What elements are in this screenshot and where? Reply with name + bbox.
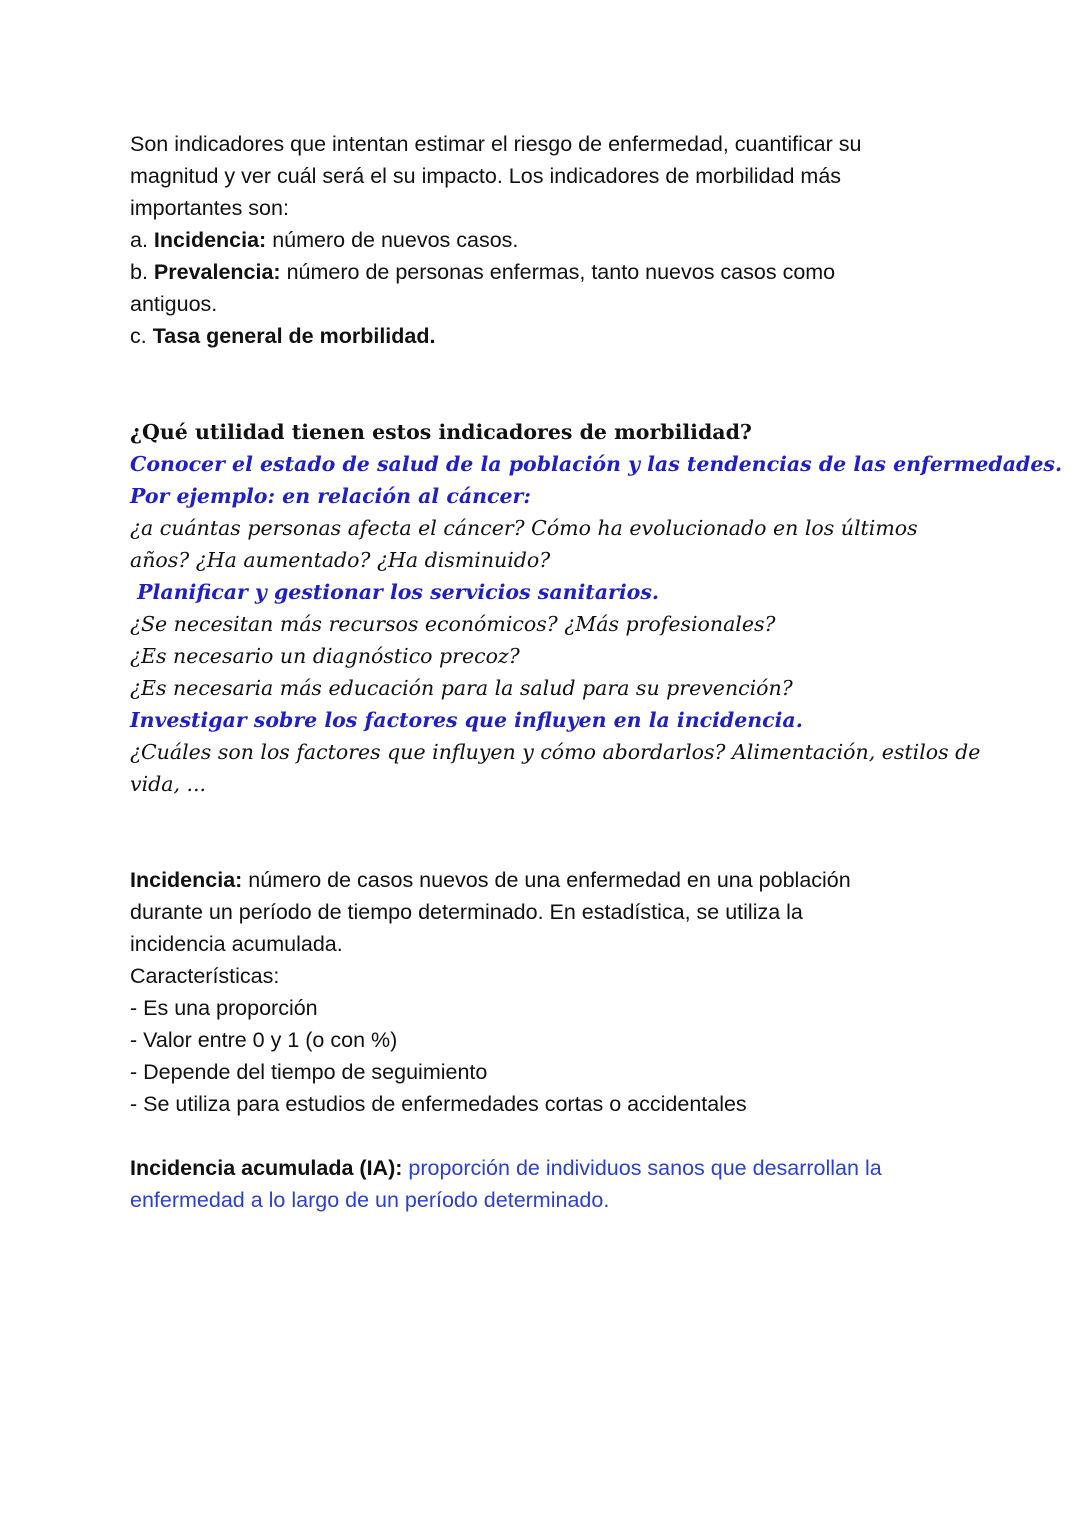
- indicator-item-prevalencia-cont: antiguos.: [130, 292, 218, 316]
- utility-question-1a: ¿a cuántas personas afecta el cáncer? Cómo ha evolucionado en los últimos: [130, 516, 918, 540]
- feature-item: - Depende del tiempo de seguimiento: [130, 1060, 488, 1084]
- utility-question-5a: ¿Cuáles son los factores que influyen y cómo abordarlos? Alimentación, estilos de: [130, 740, 981, 764]
- indicator-item-prevalencia: b. Prevalencia: número de personas enfermas, tanto nuevos casos como: [130, 260, 836, 284]
- document-page: [130, 128, 1063, 1216]
- utility-question-5b: vida, ...: [130, 772, 207, 796]
- utility-question-1b: años? ¿Ha aumentado? ¿Ha disminuido?: [130, 548, 551, 572]
- indicator-term: Incidencia:: [153, 228, 267, 252]
- utility-point-2: Planificar y gestionar los servicios sanitarios.: [130, 580, 659, 604]
- indicator-item-incidencia: a. Incidencia: número de nuevos casos.: [130, 228, 519, 252]
- cumulative-term: Incidencia acumulada (IA):: [130, 1156, 403, 1180]
- cumulative-incidence-section: [130, 1152, 930, 1216]
- cumulative-definition: proporción de individuos sanos que desarrollan la: [402, 1156, 882, 1180]
- utility-question: ¿Qué utilidad tienen estos indicadores de morbilidad?: [130, 420, 752, 444]
- incidence-line-3: incidencia acumulada.: [130, 932, 343, 956]
- incidence-section: [130, 864, 930, 1120]
- utility-example: Por ejemplo: en relación al cáncer:: [130, 484, 531, 508]
- utility-point-1: Conocer el estado de salud de la población y las tendencias de las enfermedades.: [130, 452, 1063, 476]
- intro-line-2: magnitud y ver cuál será el su impacto. Los indicadores de morbilidad más: [130, 164, 842, 188]
- intro-line-3: importantes son:: [130, 196, 289, 220]
- indicator-term: Tasa general de morbilidad.: [152, 324, 436, 348]
- utility-point-3: Investigar sobre los factores que influyen en la incidencia.: [130, 708, 803, 732]
- utility-section: [130, 416, 1063, 800]
- indicator-item-tasa: c. Tasa general de morbilidad.: [130, 324, 436, 348]
- incidence-line-1: Incidencia: número de casos nuevos de una enfermedad en una población: [130, 868, 851, 892]
- features-title: Características:: [130, 964, 280, 988]
- utility-question-2: ¿Se necesitan más recursos económicos? ¿Más profesionales?: [130, 612, 776, 636]
- feature-item: - Valor entre 0 y 1 (o con %): [130, 1028, 398, 1052]
- incidence-term: Incidencia:: [130, 868, 243, 892]
- utility-question-3: ¿Es necesario un diagnóstico precoz?: [130, 644, 520, 668]
- indicator-term: Prevalencia:: [153, 260, 281, 284]
- intro-section: [130, 128, 930, 352]
- cumulative-line-2: enfermedad a lo largo de un período determinado.: [130, 1188, 610, 1212]
- utility-question-4: ¿Es necesaria más educación para la salud para su prevención?: [130, 676, 793, 700]
- intro-line-1: Son indicadores que intentan estimar el riesgo de enfermedad, cuantificar su: [130, 132, 862, 156]
- incidence-line-2: durante un período de tiempo determinado. En estadística, se utiliza la: [130, 900, 803, 924]
- cumulative-line-1: [130, 1152, 930, 1184]
- feature-item: - Es una proporción: [130, 996, 318, 1020]
- feature-item: - Se utiliza para estudios de enfermedades cortas o accidentales: [130, 1092, 747, 1116]
